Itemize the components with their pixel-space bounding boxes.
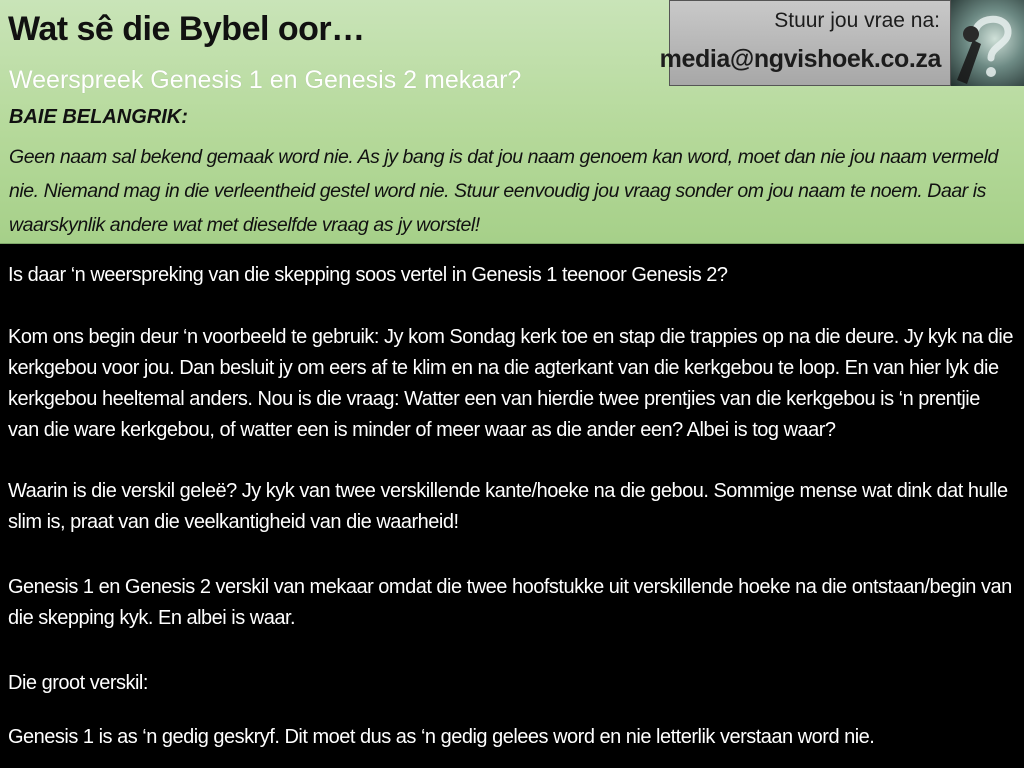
important-heading: BAIE BELANGRIK: <box>9 106 188 128</box>
paragraph: Genesis 1 en Genesis 2 verskil van mekaar omdat die twee hoofstukke uit verskillende hoeke na die ontstaan/begin van die skepping kyk. En albei is waar. <box>8 576 1012 629</box>
page-subtitle: Weerspreek Genesis 1 en Genesis 2 mekaar? <box>9 66 522 94</box>
important-notice: Geen naam sal bekend gemaak word nie. As jy bang is dat jou naam genoem kan word, moet dan nie jou naam vermeld nie. Niemand mag in die verleentheid gestel word nie. Stuur eenvoudig jou vraag sonder om jou naam te noem. Daar is waarskynlik andere wat met dieselfde vraag as jy worstel! <box>9 146 998 236</box>
question-mark-graphic <box>951 0 1024 86</box>
paragraph: Waarin is die verskil geleë? Jy kyk van twee verskillende kante/hoeke na die gebou. Sommige mense wat dink dat hulle slim is, praat van die veelkantigheid van die waarheid! <box>8 480 1008 533</box>
question-mark-icon <box>951 0 1024 86</box>
contact-email[interactable]: media@ngvishoek.co.za <box>659 45 941 73</box>
contact-box <box>659 0 951 86</box>
contact-label: Stuur jou vrae na: <box>774 9 940 32</box>
paragraph: Die groot verskil: <box>8 672 148 694</box>
paragraph: Kom ons begin deur ‘n voorbeeld te gebruik: Jy kom Sondag kerk toe en stap die trappies op na die deure. Jy kyk na die kerkgebou voor jou. Dan besluit jy om eers af te klim en na die agterkant van die kerkgebou te loop. En van hier lyk die kerkgebou heeltemal anders. Nou is die vraag: Watter een van hierdie twee prentjies van die kerkgebou is ‘n prentjie van die ware kerkgebou, of watter een is minder of meer waar as die ander een? Albei is tog waar? <box>8 326 1013 441</box>
paragraph: Is daar ‘n weerspreking van die skepping soos vertel in Genesis 1 teenoor Genesis 2? <box>8 264 728 286</box>
page-title: Wat sê die Bybel oor… <box>8 10 365 48</box>
paragraph: Genesis 1 is as ‘n gedig geskryf. Dit moet dus as ‘n gedig gelees word en nie letterlik verstaan word nie. <box>8 726 875 748</box>
header-banner <box>0 0 1024 244</box>
